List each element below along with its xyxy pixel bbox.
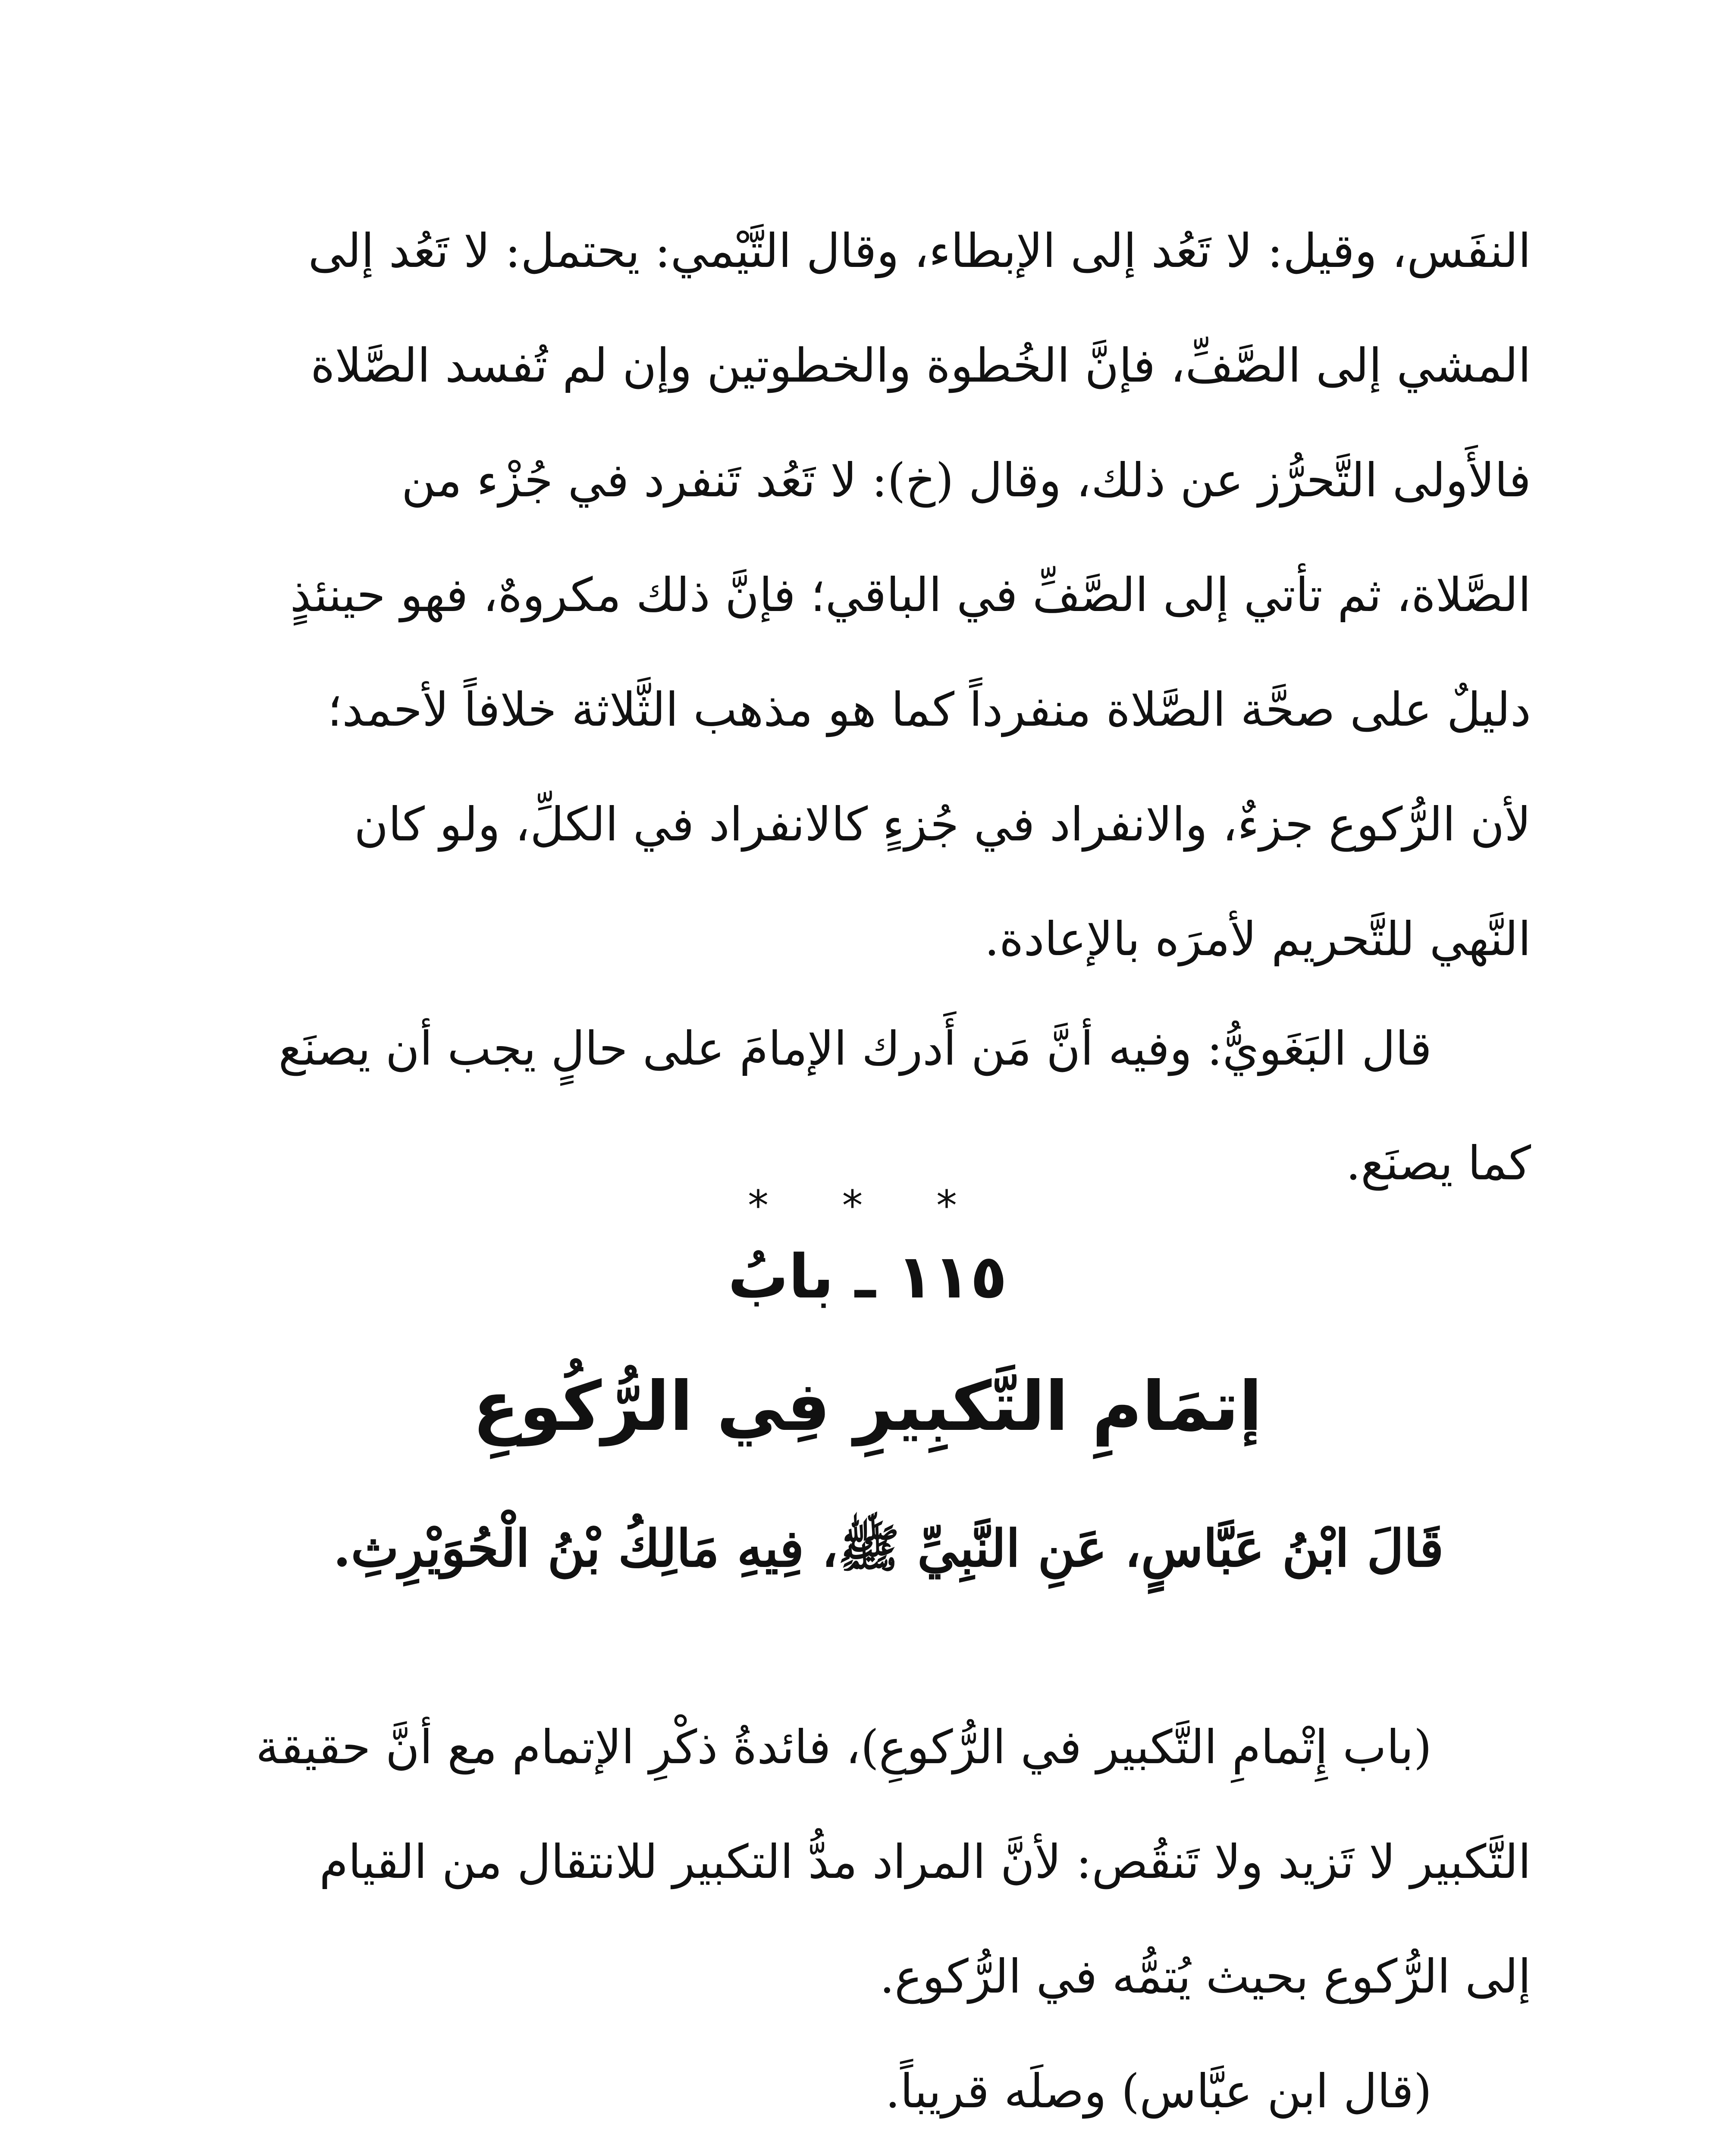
commentary-paragraph: [246, 1690, 1531, 2156]
text-line: النَّهي للتَّحريم لأمرَه بالإعادة.: [984, 912, 1531, 966]
text-line: (باب إِتْمامِ التَّكبير في الرُّكوعِ)، فائدةُ ذكْرِ الإتمام مع أنَّ حقيقة: [255, 1720, 1432, 1774]
text-line: الصَّلاة، ثم تأتي إلى الصَّفِّ في الباقي؛ فإنَّ ذلك مكروهٌ، فهو حينئذٍ: [290, 568, 1531, 622]
hadith-line: قَالَ ابْنُ عَبَّاسٍ، عَنِ النَّبِيِّ ﷺ، فِيهِ مَالِكُ بْنُ الْحُوَيْرِثِ.: [333, 1518, 1444, 1578]
text-line: المشي إلى الصَّفِّ، فإنَّ الخُطوة والخطوتين وإن لم تُفسد الصَّلاة: [311, 339, 1531, 393]
text-line: التَّكبير لا تَزيد ولا تَنقُص: لأنَّ المراد مدُّ التكبير للانتقال من القيام: [319, 1835, 1531, 1889]
chapter-number: ١١٥ ـ بابُ: [728, 1242, 1007, 1312]
text-line: دليلٌ على صحَّة الصَّلاة منفرداً كما هو مذهب الثَّلاثة خلافاً لأحمد؛: [327, 683, 1531, 737]
text-line: فالأَولى التَّحرُّز عن ذلك، وقال (خ): لا تَعُد تَنفرد في جُزْء من: [401, 454, 1531, 508]
text-line: النفَس، وقيل: لا تَعُد إلى الإبطاء، وقال التَّيْمي: يحتمل: لا تَعُد إلى: [308, 224, 1531, 278]
text-line: (قال ابن عبَّاس) وصلَه قريباً.: [885, 2065, 1432, 2118]
text-line: كما يصنَع.: [1346, 1137, 1531, 1191]
chapter-title: إتمَامِ التَّكبِيرِ فِي الرُّكُوعِ: [473, 1367, 1262, 1446]
text-line: قال البَغَويُّ: وفيه أنَّ مَن أَدرك الإمامَ على حالٍ يجب أن يصنَع: [278, 1022, 1432, 1076]
top-paragraph: [246, 194, 1531, 997]
text-line: لأن الرُّكوع جزءٌ، والانفراد في جُزءٍ كالانفراد في الكلِّ، ولو كان: [354, 798, 1531, 852]
separator-stars-top: * * *: [747, 1181, 988, 1230]
text-line: إلى الرُّكوع بحيث يُتمُّه في الرُّكوع.: [879, 1950, 1531, 2004]
text-line: [246, 2149, 1531, 2156]
